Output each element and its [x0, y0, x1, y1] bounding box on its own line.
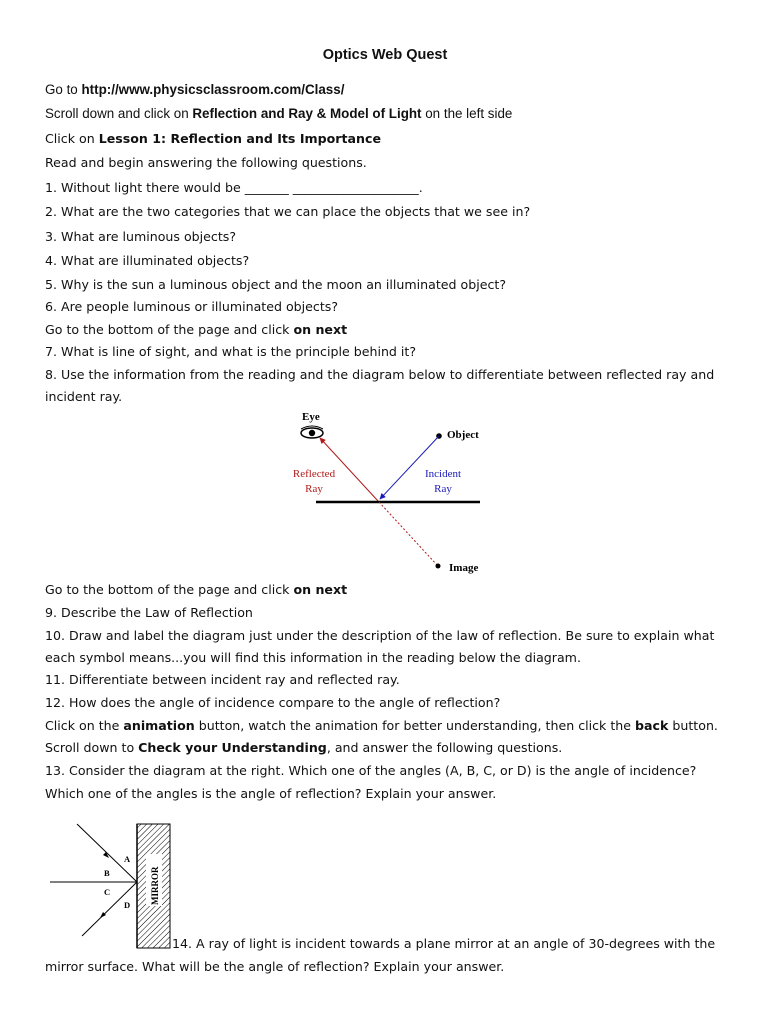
angle-label-b: B	[104, 868, 110, 878]
question-8-line-2: incident ray.	[45, 389, 123, 404]
question-5: 5. Why is the sun a luminous object and the moon an illuminated object?	[45, 277, 507, 292]
eye-label: Eye	[302, 411, 320, 423]
question-2: 2. What are the two categories that we can place the objects that we see in?	[45, 204, 531, 219]
question-1: 1. Without light there would be _______ ____________________.	[45, 180, 423, 195]
check-instruction: Scroll down to Check your Understanding, and answer the following questions.	[45, 740, 563, 755]
reflected-ray-label-1: Reflected	[292, 468, 336, 480]
url-text: http://www.physicsclassroom.com/Class/	[81, 82, 345, 97]
goto-line: Go to http://www.physicsclassroom.com/Class/	[45, 82, 345, 97]
question-3: 3. What are luminous objects?	[45, 229, 237, 244]
question-10-line-2: each symbol means...you will find this information in the reading below the diagram.	[45, 650, 581, 665]
mirror-label: MIRROR	[150, 866, 160, 905]
angle-label-d: D	[124, 900, 131, 910]
incident-arrow-icon	[103, 852, 109, 858]
reflected-ray-label-2: Ray	[305, 483, 323, 495]
page-title: Optics Web Quest	[322, 47, 448, 63]
angle-label-c: C	[104, 887, 111, 897]
question-11: 11. Differentiate between incident ray and reflected ray.	[45, 672, 400, 687]
question-7: 7. What is line of sight, and what is the principle behind it?	[45, 344, 417, 359]
animation-instruction: Click on the animation button, watch the animation for better understanding, then click the back button.	[45, 718, 718, 733]
image-dot	[436, 564, 441, 569]
question-6: 6. Are people luminous or illuminated objects?	[45, 299, 339, 314]
object-label: Object	[447, 429, 479, 441]
question-10-line-1: 10. Draw and label the diagram just under the description of the law of reflection. Be sure to explain what	[45, 628, 715, 643]
question-4: 4. What are illuminated objects?	[45, 253, 250, 268]
image-line	[379, 502, 437, 565]
question-13-line-2: Which one of the angles is the angle of reflection? Explain your answer.	[45, 786, 497, 801]
incident-ray-label-1: Incident	[424, 468, 462, 480]
read-line: Read and begin answering the following questions.	[45, 155, 367, 170]
question-12: 12. How does the angle of incidence compare to the angle of reflection?	[45, 695, 501, 710]
incident-ray-label-2: Ray	[434, 483, 452, 495]
reflection-diagram	[282, 405, 492, 580]
question-14-line-2: mirror surface. What will be the angle of reflection? Explain your answer.	[45, 959, 505, 974]
lesson-line: Click on Lesson 1: Reflection and Its Importance	[45, 131, 381, 146]
next-instruction-2: Go to the bottom of the page and click on next	[45, 582, 348, 597]
image-label: Image	[449, 562, 479, 574]
scroll-line: Scroll down and click on Reflection and Ray & Model of Light on the left side	[45, 106, 513, 121]
angle-label-a: A	[124, 854, 131, 864]
question-14-line-1: 14. A ray of light is incident towards a plane mirror at an angle of 30-degrees with the	[172, 936, 716, 951]
question-13-line-1: 13. Consider the diagram at the right. Which one of the angles (A, B, C, or D) is the angle of incidence?	[45, 763, 697, 778]
next-instruction-1: Go to the bottom of the page and click on next	[45, 322, 348, 337]
eye-icon	[301, 426, 323, 438]
mirror-angle-diagram	[45, 818, 180, 950]
question-8-line-1: 8. Use the information from the reading and the diagram below to differentiate between reflected ray and	[45, 367, 715, 382]
question-9: 9. Describe the Law of Reflection	[45, 605, 253, 620]
